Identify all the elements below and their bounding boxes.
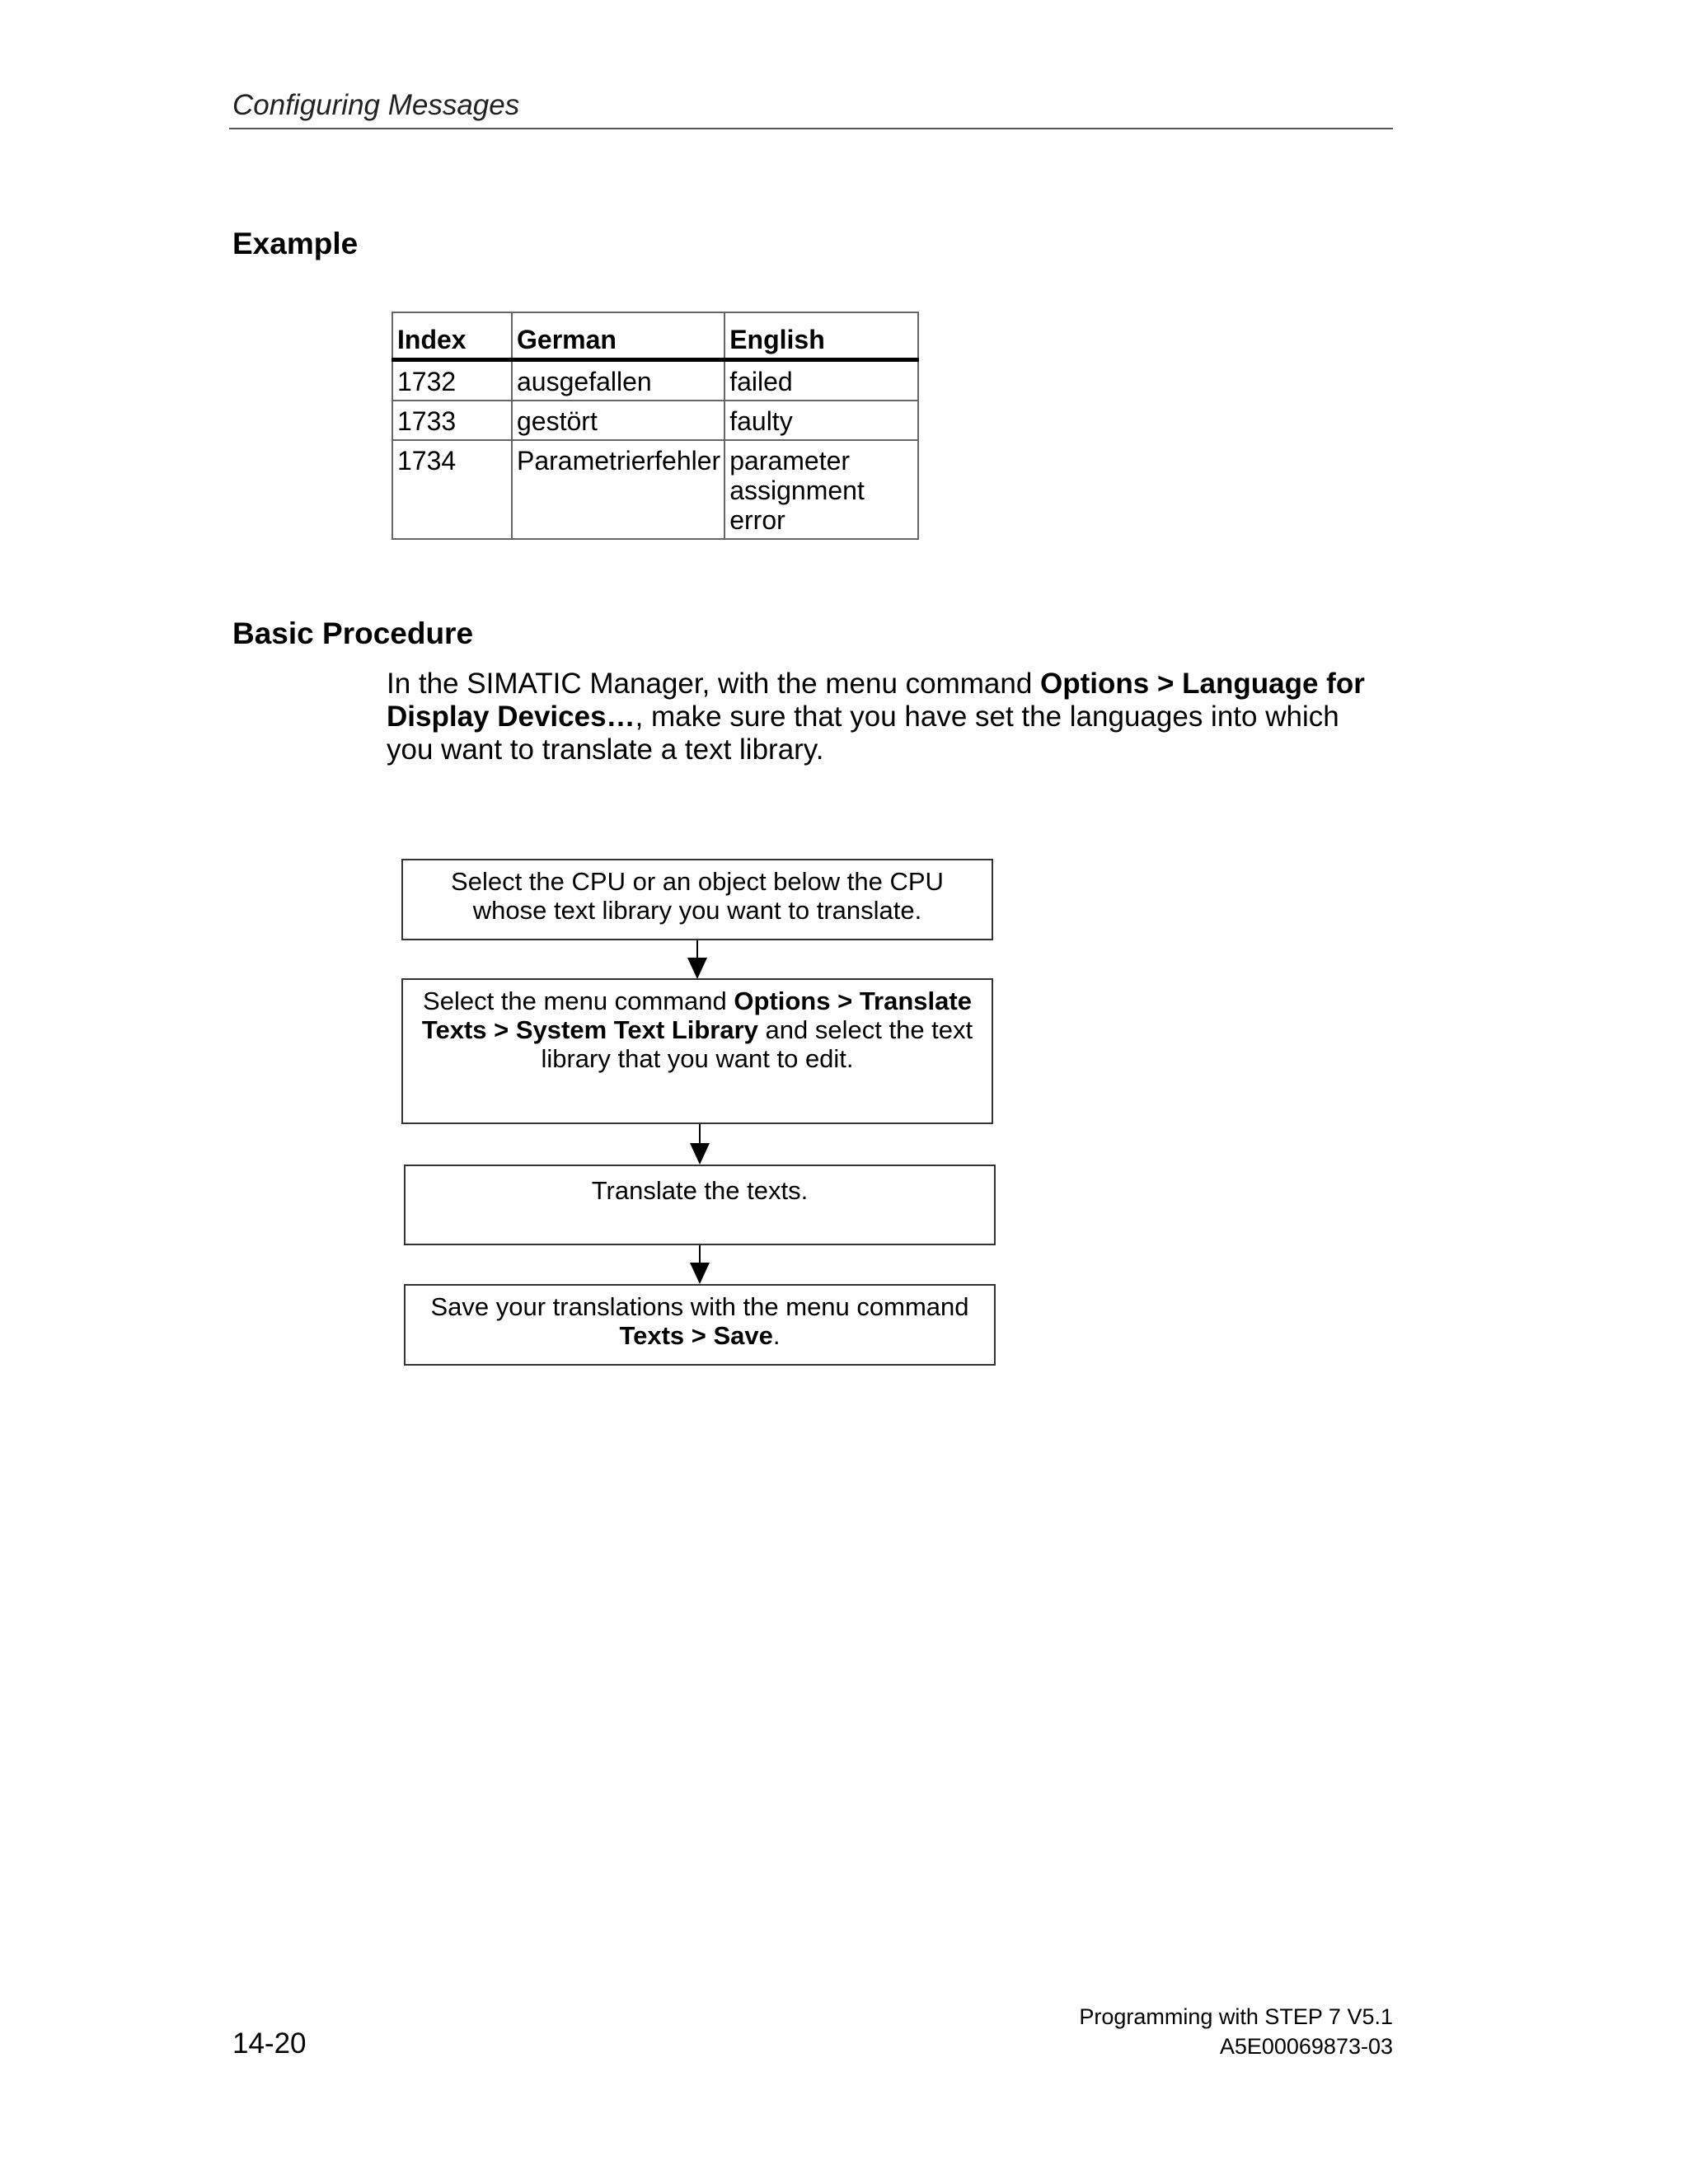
cell-german: ausgefallen [512, 360, 724, 401]
procedure-intro [387, 668, 1376, 766]
cell-german: Parametrierfehler [512, 440, 724, 539]
cell-index: 1733 [392, 401, 512, 440]
translation-table [392, 312, 919, 540]
flow-step-4 [404, 1284, 996, 1366]
down-arrow-icon [690, 1143, 710, 1165]
page-number: 14-20 [232, 2027, 307, 2060]
flow-step-4-command: Texts > Save [619, 1321, 773, 1350]
flow-step-2-pre: Select the menu command [423, 987, 734, 1015]
cell-english: parameter assignment error [724, 440, 918, 539]
flow-step-3-text: Translate the texts. [591, 1176, 809, 1205]
flow-step-2-post: and select the text library that you want to edit. [541, 1015, 973, 1073]
table-row [392, 360, 918, 401]
cell-german: gestört [512, 401, 724, 440]
down-arrow-icon [690, 1263, 710, 1284]
cell-english: faulty [724, 401, 918, 440]
down-arrow-icon [687, 958, 707, 979]
column-header-english: English [724, 312, 918, 360]
intro-text-prefix: In the SIMATIC Manager, with the menu command [387, 668, 1041, 700]
table-header-row [392, 312, 918, 360]
table-row [392, 401, 918, 440]
cell-index: 1732 [392, 360, 512, 401]
example-heading: Example [232, 227, 359, 260]
flow-step-2 [401, 978, 993, 1124]
flow-step-4-pre: Save your translations with the menu command [430, 1292, 969, 1321]
intro-text-suffix: , make sure that you have set the languages into which you want to translate a text library. [387, 701, 1339, 766]
header-rule [229, 128, 1393, 129]
procedure-heading: Basic Procedure [232, 616, 474, 650]
flow-step-4-post: . [772, 1321, 781, 1350]
manual-title: Programming with STEP 7 V5.1 [1079, 2004, 1393, 2029]
intro-menu-command: Options > Language for Display Devices… [387, 668, 1365, 733]
flow-step-1 [401, 859, 993, 940]
flow-step-1-text: Select the CPU or an object below the CPU whose text library you want to translate. [451, 867, 944, 925]
running-head: Configuring Messages [232, 89, 520, 121]
column-header-index: Index [392, 312, 512, 360]
table-row [392, 440, 918, 539]
cell-english: failed [724, 360, 918, 401]
flow-step-3 [404, 1165, 996, 1245]
document-number: A5E00069873-03 [1219, 2034, 1393, 2059]
flow-step-2-command: Options > Translate Texts > System Text Library [421, 987, 972, 1044]
column-header-german: German [512, 312, 724, 360]
cell-index: 1734 [392, 440, 512, 539]
